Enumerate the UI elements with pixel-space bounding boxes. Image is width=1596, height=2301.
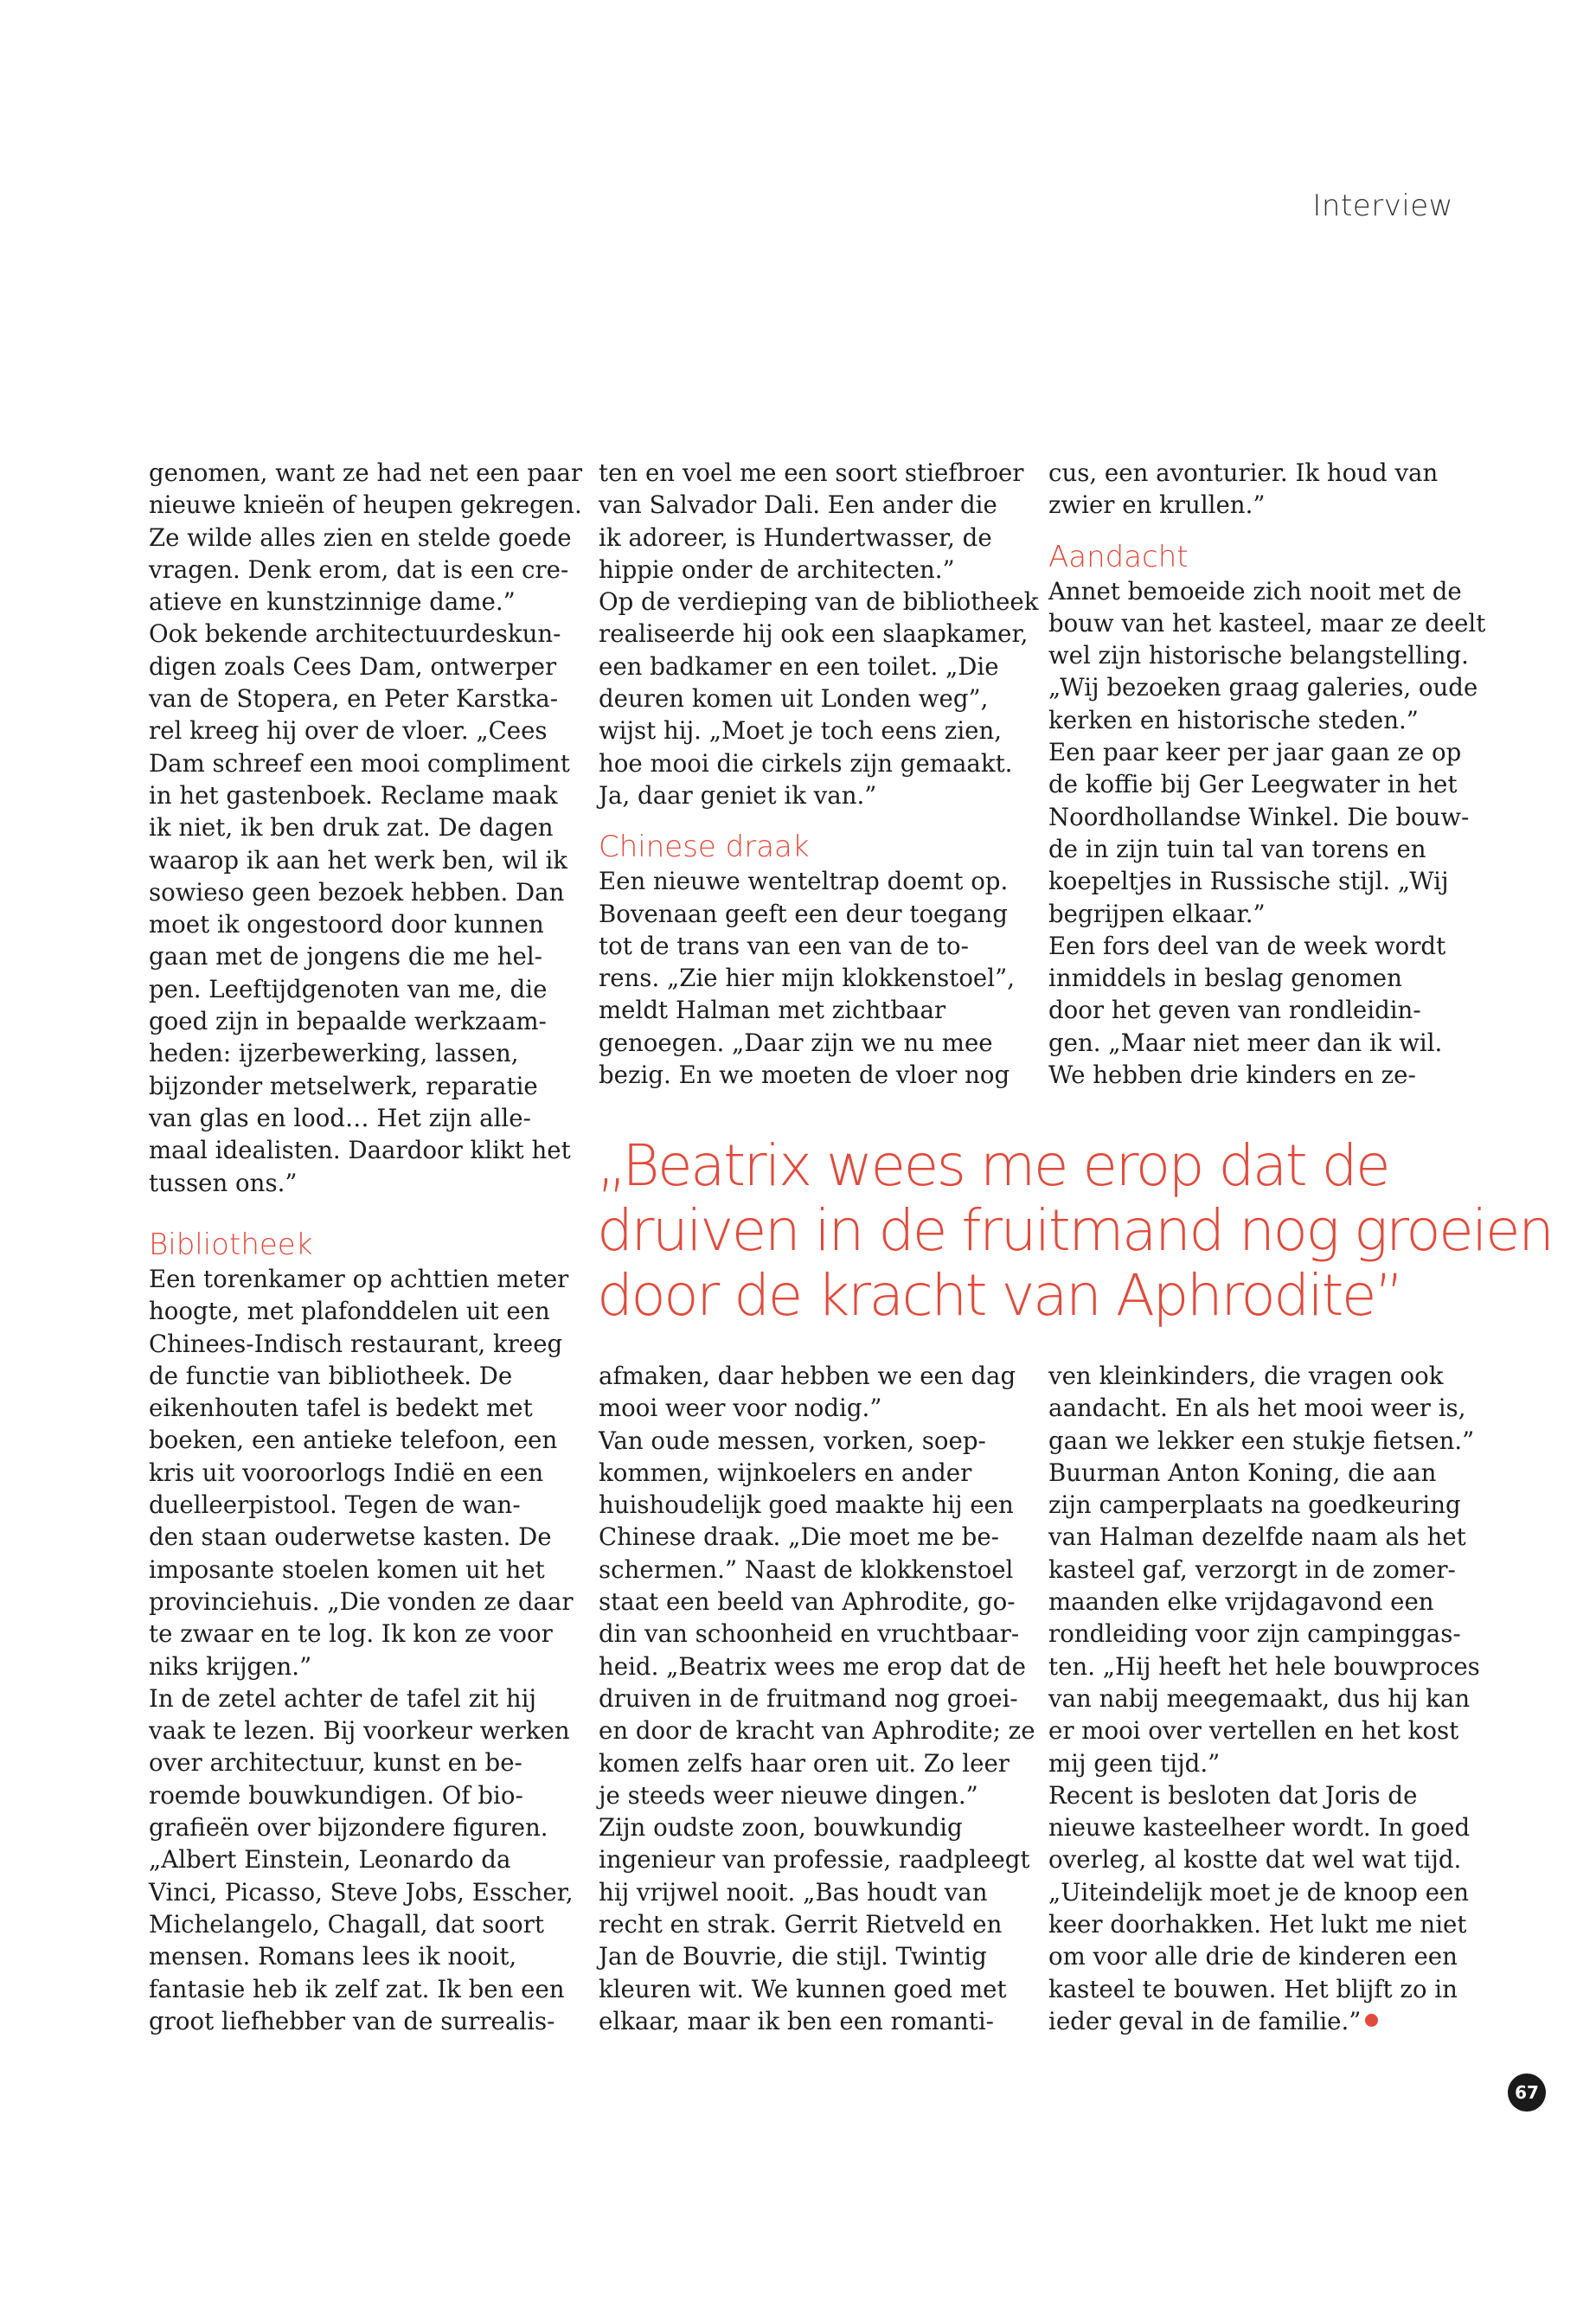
text-line: vragen. Denk erom, dat is een cre- xyxy=(149,554,569,584)
text-line: begrijpen elkaar.” xyxy=(1048,899,1266,928)
text-line: hoe mooi die cirkels zijn gemaakt. xyxy=(599,748,1013,778)
text-line: ik adoreer, is Hundertwasser, de xyxy=(599,522,992,552)
text-line: din van schoonheid en vruchtbaar- xyxy=(599,1619,1020,1649)
column-1-top xyxy=(149,457,583,1199)
text-line: Zijn oudste zoon, bouwkundig xyxy=(599,1813,963,1843)
text-line: sowieso geen bezoek hebben. Dan xyxy=(149,877,565,907)
text-line: Jan de Bouvrie, die stijl. Twintig xyxy=(599,1942,987,1971)
column-2-top xyxy=(599,457,1039,1091)
text-line: vaak te lezen. Bij voorkeur werken xyxy=(149,1716,570,1746)
text-line: recht en strak. Gerrit Rietveld en xyxy=(599,1910,1003,1939)
text-line: ven kleinkinders, die vragen ook xyxy=(1048,1362,1444,1390)
text-line: genoegen. „Daar zijn we nu mee xyxy=(599,1028,993,1057)
subheading-bibliotheek: Bibliotheek xyxy=(149,1227,313,1262)
text-line: Vinci, Picasso, Steve Jobs, Esscher, xyxy=(149,1877,574,1907)
text-line: overleg, al kostte dat wel wat tijd. xyxy=(1048,1845,1462,1875)
text-line: pen. Leeftijdgenoten van me, die xyxy=(149,974,548,1003)
text-line: atieve en kunstzinnige dame.” xyxy=(149,587,516,617)
column-3-top xyxy=(1048,457,1486,1091)
text-line: keer doorhakken. Het lukt me niet xyxy=(1048,1910,1467,1939)
text-line: „Albert Einstein, Leonardo da xyxy=(149,1845,511,1875)
text-line: komen zelfs haar oren uit. Zo leer xyxy=(599,1748,1010,1778)
column-3-bottom xyxy=(1048,1360,1480,2037)
page-number-badge: 67 xyxy=(1508,2073,1546,2112)
text-line: van Halman dezelfde naam als het xyxy=(1048,1522,1466,1552)
text-line: In de zetel achter de tafel zit hij xyxy=(149,1683,536,1713)
text-line: maanden elke vrijdagavond een xyxy=(1048,1587,1434,1617)
text-line: hoogte, met plafonddelen uit een xyxy=(149,1297,550,1326)
text-line: Ja, daar geniet ik van.” xyxy=(599,780,877,810)
text-line: Op de verdieping van de bibliotheek xyxy=(599,587,1039,617)
text-line: roemde bouwkundigen. Of bio- xyxy=(149,1780,523,1810)
text-line: kerken en historische steden.” xyxy=(1048,705,1419,734)
text-line: Recent is besloten dat Joris de xyxy=(1048,1780,1418,1810)
text-line: maal idealisten. Daardoor klikt het xyxy=(149,1136,571,1165)
text-line: bezig. En we moeten de vloer nog xyxy=(599,1061,1010,1090)
text-line: nieuwe kasteelheer wordt. In goed xyxy=(1048,1813,1471,1843)
text-line: Dam schreef een mooi compliment xyxy=(149,748,570,778)
text-line: „Wij bezoeken graag galeries, oude xyxy=(1048,673,1478,702)
spacer xyxy=(599,811,1022,829)
text-line: waarop ik aan het werk ben, wil ik xyxy=(149,845,568,875)
text-line: van de Stopera, en Peter Karstka- xyxy=(149,684,559,714)
text-line: Noordhollandse Winkel. Die bouw- xyxy=(1048,802,1470,831)
pull-quote-line: druiven in de fruitmand nog groeien xyxy=(597,1197,1553,1264)
text-line: kasteel gaf, verzorgt in de zomer- xyxy=(1048,1554,1456,1584)
column-1-bottom xyxy=(149,1227,573,2037)
text-line: moet ik ongestoord door kunnen xyxy=(149,910,544,939)
text-line: heden: ijzerbewerking, lassen, xyxy=(149,1039,519,1068)
text-line: gen. „Maar niet meer dan ik wil. xyxy=(1048,1028,1443,1057)
text-line: Een paar keer per jaar gaan ze op xyxy=(1048,738,1462,767)
text-line: ik niet, ik ben druk zat. De dagen xyxy=(149,813,554,843)
text-line: gaan we lekker een stukje fietsen.” xyxy=(1048,1426,1475,1455)
text-line: ten en voel me een soort stiefbroer xyxy=(599,458,1024,487)
text-line: zijn camperplaats na goedkeuring xyxy=(1048,1490,1461,1520)
text-line: ten. „Hij heeft het hele bouwproces xyxy=(1048,1651,1480,1681)
text-line: digen zoals Cees Dam, ontwerper xyxy=(149,651,557,681)
text-line: Een fors deel van de week wordt xyxy=(1048,931,1446,960)
text-line: je steeds weer nieuwe dingen.” xyxy=(599,1780,978,1810)
text-line: mooi weer voor nodig.” xyxy=(599,1394,882,1423)
text-line: rel kreeg hij over de vloer. „Cees xyxy=(149,716,548,746)
text-line: tot de trans van een van de to- xyxy=(599,931,969,960)
text-line: over architectuur, kunst en be- xyxy=(149,1748,522,1778)
text-line: Chinees-Indisch restaurant, kreeg xyxy=(149,1329,563,1358)
text-line: van glas en lood… Het zijn alle- xyxy=(149,1103,531,1132)
text-line: Een nieuwe wenteltrap doemt op. xyxy=(599,867,1009,896)
spacer xyxy=(1048,522,1472,539)
text-line: Een torenkamer op achttien meter xyxy=(149,1265,569,1293)
text-line: afmaken, daar hebben we een dag xyxy=(599,1362,1016,1390)
text-line: deuren komen uit Londen weg”, xyxy=(599,684,989,714)
text-line: kommen, wijnkoelers en ander xyxy=(599,1458,972,1487)
text-line: hij vrijwel nooit. „Bas houdt van xyxy=(599,1877,988,1907)
text-line: goed zijn in bepaalde werkzaam- xyxy=(149,1007,547,1036)
text-line: mij geen tijd.” xyxy=(1048,1748,1221,1778)
text-line: hippie onder de architecten.” xyxy=(599,554,955,584)
text-line: inmiddels in beslag genomen xyxy=(1048,964,1402,993)
text-line: wel zijn historische belangstelling. xyxy=(1048,641,1469,670)
pull-quote-line: door de kracht van Aphrodite” xyxy=(597,1262,1402,1329)
text-line: tussen ons.” xyxy=(149,1168,298,1197)
text-line: niks krijgen.” xyxy=(149,1651,312,1681)
text-line: We hebben drie kinders en ze- xyxy=(1048,1061,1416,1090)
text-line: en door de kracht van Aphrodite; ze xyxy=(599,1716,1035,1746)
text-line: fantasie heb ik zelf zat. Ik ben een xyxy=(149,1974,565,2003)
text-line: realiseerde hij ook een slaapkamer, xyxy=(599,619,1029,649)
text-line: druiven in de fruitmand nog groei- xyxy=(599,1683,1018,1713)
text-line: om voor alle drie de kinderen een xyxy=(1048,1942,1458,1971)
text-line: genomen, want ze had net een paar xyxy=(149,458,583,487)
text-line: Annet bemoeide zich nooit met de xyxy=(1048,576,1462,606)
text-line: imposante stoelen komen uit het xyxy=(149,1554,545,1584)
text-line: bouw van het kasteel, maar ze deelt xyxy=(1048,608,1486,638)
text-line: de functie van bibliotheek. De xyxy=(149,1361,513,1390)
text-line: ingenieur van professie, raadpleegt xyxy=(599,1845,1030,1875)
text-line: Michelangelo, Chagall, dat soort xyxy=(149,1909,544,1939)
text-line: de in zijn tuin tal van torens en xyxy=(1048,834,1426,863)
text-line: kasteel te bouwen. Het blijft zo in xyxy=(1048,1974,1458,2003)
section-label: Interview xyxy=(1312,189,1453,223)
text-line: Chinese draak. „Die moet me be- xyxy=(599,1522,999,1552)
text-line: Ze wilde alles zien en stelde goede xyxy=(149,522,572,552)
pull-quote-line: „Beatrix wees me erop dat de xyxy=(597,1132,1389,1199)
text-line: provinciehuis. „Die vonden ze daar xyxy=(149,1586,574,1616)
subheading-chinese-draak: Chinese draak xyxy=(599,830,810,865)
text-line: mensen. Romans lees ik nooit, xyxy=(149,1942,517,1971)
text-line: kris uit vooroorlogs Indië en een xyxy=(149,1458,544,1487)
text-line: boeken, een antieke telefoon, een xyxy=(149,1426,558,1455)
text-line: door het geven van rondleidin- xyxy=(1048,996,1421,1025)
text-line: meldt Halman met zichtbaar xyxy=(599,996,946,1025)
text-line: schermen.” Naast de klokkenstoel xyxy=(599,1554,1014,1584)
text-line: gaan met de jongens die me hel- xyxy=(149,942,542,971)
text-line: er mooi over vertellen en het kost xyxy=(1048,1716,1459,1746)
text-line: rens. „Zie hier mijn klokkenstoel”, xyxy=(599,964,1015,993)
text-line: elkaar, maar ik ben een romanti- xyxy=(599,2006,994,2035)
text-line: een badkamer en een toilet. „Die xyxy=(599,651,999,681)
text-line: staat een beeld van Aphrodite, go- xyxy=(599,1587,1016,1617)
text-line: Ook bekende architectuurdeskun- xyxy=(149,619,561,649)
last-text-line xyxy=(1048,2005,1472,2037)
text-line: in het gastenboek. Reclame maak xyxy=(149,780,558,810)
text-line: den staan ouderwetse kasten. De xyxy=(149,1522,552,1552)
end-mark-dot-icon xyxy=(1365,2014,1378,2027)
text-line: „Uiteindelijk moet je de knoop een xyxy=(1048,1877,1470,1907)
text-line: wijst hij. „Moet je toch eens zien, xyxy=(599,716,1003,746)
text-line: bijzonder metselwerk, reparatie xyxy=(149,1071,538,1100)
text-line: te zwaar en te log. Ik kon ze voor xyxy=(149,1619,553,1649)
text-line: zwier en krullen.” xyxy=(1048,490,1266,520)
text-line: van nabij meegemaakt, dus hij kan xyxy=(1048,1683,1471,1713)
text-line: van Salvador Dali. Een ander die xyxy=(599,490,997,520)
text-line: eikenhouten tafel is bedekt met xyxy=(149,1394,533,1423)
text-line: Bovenaan geeft een deur toegang xyxy=(599,899,1008,928)
text-line: grafieën over bijzondere figuren. xyxy=(149,1813,548,1843)
text-line: Van oude messen, vorken, soep- xyxy=(599,1426,986,1455)
text-line: huishoudelijk goed maakte hij een xyxy=(599,1490,1014,1520)
text-line: nieuwe knieën of heupen gekregen. xyxy=(149,490,582,520)
text-line: koepeltjes in Russische stijl. „Wij xyxy=(1048,867,1449,896)
subheading-aandacht: Aandacht xyxy=(1048,539,1189,574)
text-line: heid. „Beatrix wees me erop dat de xyxy=(599,1651,1026,1681)
text-line: duelleerpistool. Tegen de wan- xyxy=(149,1490,521,1520)
last-line-text: ieder geval in de familie.” xyxy=(1048,2006,1362,2035)
column-2-bottom xyxy=(599,1360,1035,2037)
text-line: cus, een avonturier. Ik houd van xyxy=(1048,458,1439,487)
text-line: de koffie bij Ger Leegwater in het xyxy=(1048,770,1458,799)
text-line: Buurman Anton Koning, die aan xyxy=(1048,1458,1437,1487)
text-line: kleuren wit. We kunnen goed met xyxy=(599,1974,1007,2003)
text-line: groot liefhebber van de surrealis- xyxy=(149,2006,555,2035)
pull-quote xyxy=(597,1132,1553,1329)
text-line: aandacht. En als het mooi weer is, xyxy=(1048,1394,1466,1423)
text-line: rondleiding voor zijn campinggas- xyxy=(1048,1619,1461,1649)
